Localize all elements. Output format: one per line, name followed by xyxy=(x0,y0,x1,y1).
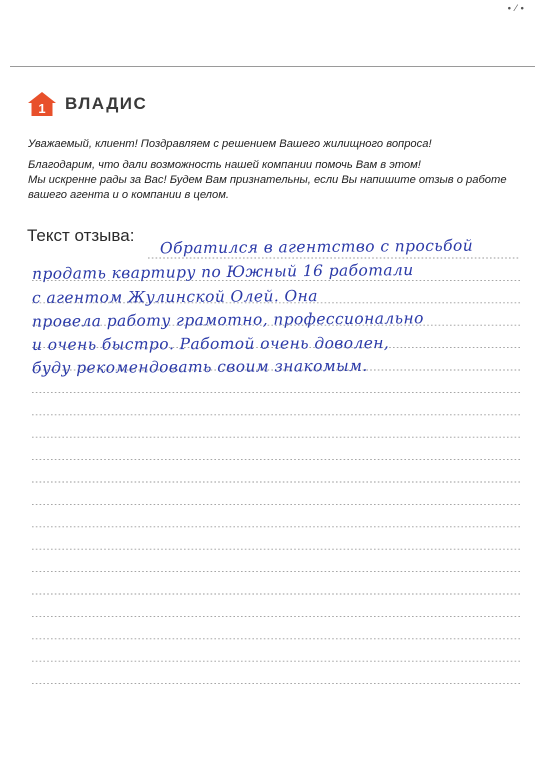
intro-line: Мы искренне рады за Вас! Будем Вам признательны, если Вы напишите отзыв о работе xyxy=(28,174,507,186)
intro-line: вашего агента и о компании в целом. xyxy=(28,189,229,201)
review-heading: Текст отзыва: xyxy=(27,226,135,245)
intro-line: Благодарим, что дали возможность нашей компании помочь Вам в этом! xyxy=(28,159,421,171)
handwritten-line: продать квартиру по Южный 16 работали xyxy=(31,261,414,283)
handwritten-line: провела работу грамотно, профессионально xyxy=(31,309,424,331)
greeting-text: Уважаемый, клиент! Поздравляем с решением Вашего жилищного вопроса! xyxy=(28,138,432,150)
logo-digit: 1 xyxy=(38,101,46,116)
handwritten-line: и очень быстро. Работой очень доволен, xyxy=(31,334,390,354)
scan-marks: ∙ ⁄ ∙ xyxy=(506,4,525,14)
brand-name: ВЛАДИС xyxy=(65,94,148,113)
handwritten-line: с агентом Жулинской Олей. Она xyxy=(31,287,318,307)
handwritten-line: Обратился в агентство с просьбой xyxy=(159,236,474,258)
handwritten-line: буду рекомендовать своим знакомым. xyxy=(31,356,368,378)
